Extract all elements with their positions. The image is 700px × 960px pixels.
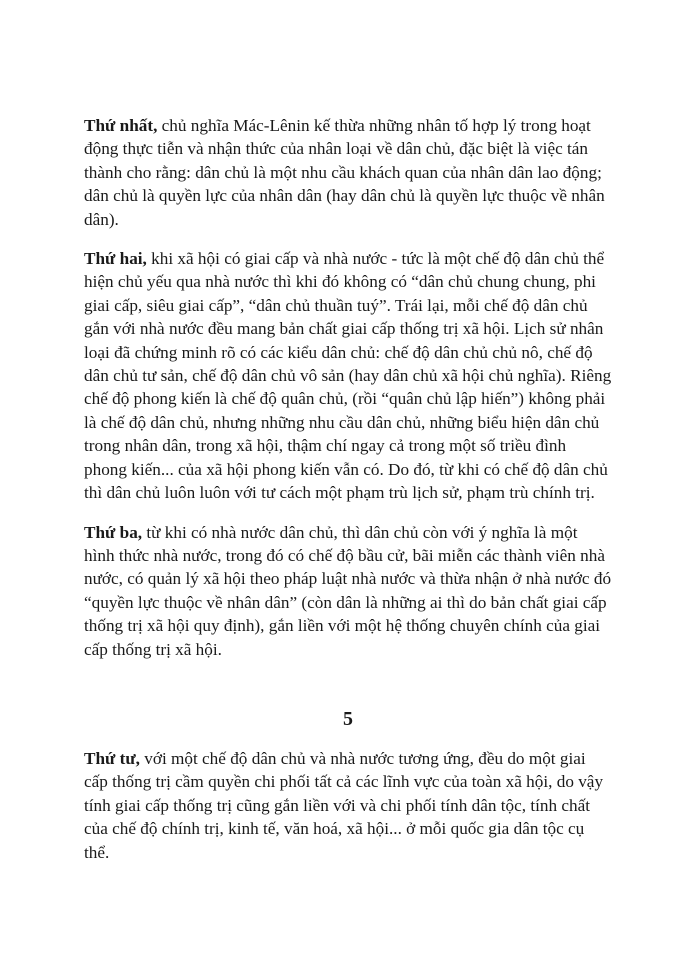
paragraph-body-second: khi xã hội có giai cấp và nhà nước - tức là một chế độ dân chủ thể hiện chủ yếu qua nhà nước thì khi đó không có “dân chủ chung chung, phi giai cấp, siêu giai cấp”, “dân chủ thuần tuý”. Trái lại, mỗi chế độ dân chủ gắn với nhà nước đều mang bản chất giai cấp thống trị xã hội. Lịch sử nhân loại đã chứng minh rõ có các kiểu dân chủ: chế độ dân chủ chủ nô, chế độ dân chủ tư sản, chế độ dân chủ vô sản (hay dân chủ xã hội chủ nghĩa). Riêng chế độ phong kiến là chế độ quân chủ, (rồi “quân chủ lập hiến”) không phải là chế độ dân chủ, nhưng những nhu cầu dân chủ, những biểu hiện dân chủ trong nhân dân, trong xã hội, thậm chí ngay cả trong một số triều đình phong kiến... của xã hội phong kiến vẫn có. Do đó, từ khi có chế độ dân chủ thì dân chủ luôn luôn với tư cách một phạm trù lịch sử, phạm trù chính trị. xyxy=(84,249,612,503)
paragraph-third xyxy=(84,521,612,661)
paragraph-first xyxy=(84,114,612,231)
paragraph-lead-second: Thứ hai, xyxy=(84,249,147,269)
paragraph-lead-fourth: Thứ tư, xyxy=(84,748,140,768)
document-page xyxy=(84,114,612,880)
page-number: 5 xyxy=(343,707,353,730)
paragraph-body-first: chủ nghĩa Mác-Lênin kế thừa những nhân tố hợp lý trong hoạt động thực tiễn và nhận thức của nhân loại về dân chủ, đặc biệt là việc tán thành cho rằng: dân chủ là một nhu cầu khách quan của nhân dân lao động; dân chủ là quyền lực của nhân dân (hay dân chủ là quyền lực thuộc về nhân dân). xyxy=(84,116,605,229)
paragraph-body-third: từ khi có nhà nước dân chủ, thì dân chủ còn với ý nghĩa là một hình thức nhà nước, trong đó có chế độ bầu cử, bãi miễn các thành viên nhà nước, có quản lý xã hội theo pháp luật nhà nước và thừa nhận ở nhà nước đó “quyền lực thuộc về nhân dân” (còn dân là những ai thì do bản chất giai cấp thống trị xã hội quy định), gắn liền với một hệ thống chuyên chính của giai cấp thống trị xã hội. xyxy=(84,522,612,659)
paragraph-lead-first: Thứ nhất, xyxy=(84,116,158,135)
paragraph-fourth xyxy=(84,747,612,864)
paragraph-lead-third: Thứ ba, xyxy=(84,522,143,542)
paragraph-second xyxy=(84,247,612,504)
paragraph-body-fourth: với một chế độ dân chủ và nhà nước tương ứng, đều do một giai cấp thống trị cầm quyền chi phối tất cả các lĩnh vực của toàn xã hội, do vậy tính giai cấp thống trị cũng gắn liền với và chi phối tính dân tộc, tính chất của chế độ chính trị, kinh tế, văn hoá, xã hội... ở mỗi quốc gia dân tộc cụ thể. xyxy=(84,748,604,862)
